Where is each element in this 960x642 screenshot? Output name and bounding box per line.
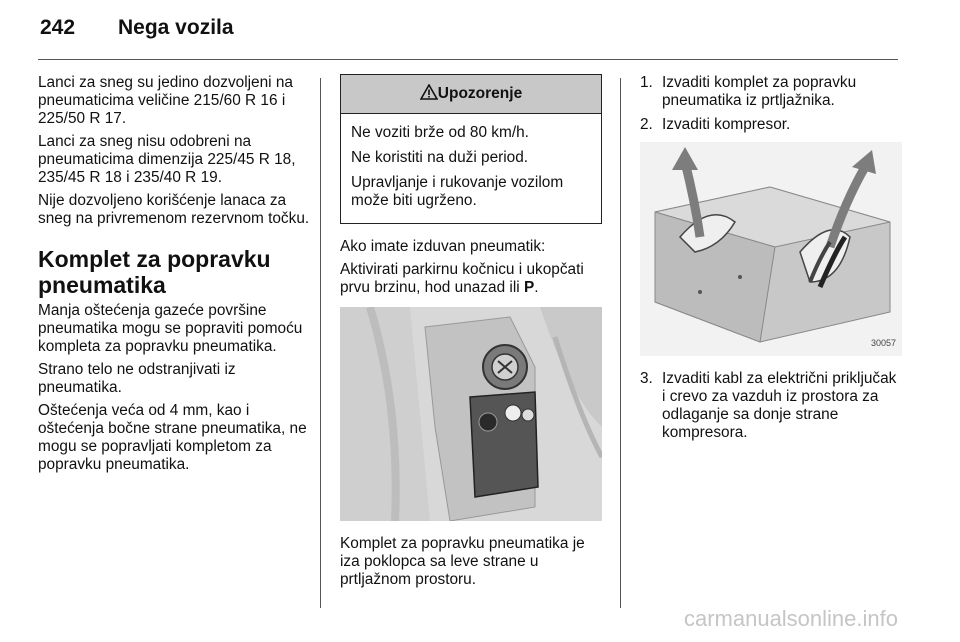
- page-header: [40, 16, 234, 40]
- paragraph: [340, 261, 602, 297]
- column-2: [340, 74, 602, 594]
- paragraph-end: .: [534, 279, 539, 296]
- step-number: 1.: [640, 74, 653, 91]
- warning-line: Upravljanje i rukovanje vozilom može biti ugrženo.: [351, 174, 564, 209]
- paragraph: Nije dozvoljeno korišćenje lanaca za sneg na privremenom rezervnom točku.: [38, 192, 310, 227]
- paragraph: Komplet za popravku pneumatika je iza poklopca sa leve strane u prtljažnom prostoru.: [340, 535, 585, 588]
- column-1: [38, 74, 310, 479]
- warning-box: [340, 74, 602, 224]
- step-text: Izvaditi kompresor.: [662, 116, 791, 133]
- page-number: 242: [40, 16, 76, 39]
- warning-line: Ne voziti brže od 80 km/h.: [351, 124, 529, 141]
- paragraph: Strano telo ne odstranjivati iz pneumatika.: [38, 361, 236, 396]
- warning-header: [341, 75, 601, 114]
- steps-list: [640, 370, 902, 442]
- trunk-cover-drawing: [340, 307, 602, 521]
- warning-line: Ne koristiti na duži period.: [351, 149, 529, 166]
- bold-letter: P: [523, 279, 535, 296]
- paragraph: Lanci za sneg nisu odobreni na pneumaticima dimenzija 225/45 R 18, 235/45 R 18 i 235/40 R 19.: [38, 133, 296, 186]
- header-rule: [38, 59, 898, 60]
- paragraph: Lanci za sneg su jedino dozvoljeni na pneumaticima veličine 215/60 R 16 i 225/50 R 17.: [38, 74, 293, 127]
- column-divider-1: [320, 78, 321, 608]
- section-heading: Komplet za popravku pneumatika: [38, 246, 271, 298]
- paragraph: Manja oštećenja gazeće površine pneumatika mogu se popraviti pomoću kompleta za popravku pneumatika.: [38, 302, 303, 355]
- list-item: [640, 116, 902, 134]
- column-divider-2: [620, 78, 621, 608]
- compressor-illustration: [640, 142, 902, 356]
- trunk-cover-illustration: [340, 307, 602, 521]
- list-item: [640, 74, 902, 110]
- paragraph: Ako imate izduvan pneumatik:: [340, 238, 546, 255]
- compressor-drawing: [640, 142, 902, 356]
- column-3: [640, 74, 902, 448]
- step-text: Izvaditi kabl za električni priključak i crevo za vazduh iz prostora za odlaganje sa donje strane kompresora.: [662, 370, 897, 441]
- watermark: carmanualsonline.info: [683, 606, 898, 631]
- paragraph-text: Aktivirati parkirnu kočnicu i ukopčati prvu brzinu, hod unazad ili: [340, 261, 584, 296]
- list-item: [640, 370, 902, 442]
- warning-icon: [420, 84, 438, 100]
- steps-list: [640, 74, 902, 134]
- warning-title: Upozorenje: [437, 85, 523, 102]
- paragraph: Oštećenja veća od 4 mm, kao i oštećenja bočne strane pneumatika, ne mogu se popravljati kompletom za popravku pneumatika.: [38, 402, 307, 473]
- warning-body: [341, 114, 601, 223]
- figure-code: 30057: [870, 338, 896, 348]
- step-number: 3.: [640, 370, 653, 387]
- step-number: 2.: [640, 116, 653, 133]
- step-text: Izvaditi komplet za popravku pneumatika iz prtljažnika.: [662, 74, 857, 109]
- section-title: Nega vozila: [118, 16, 234, 39]
